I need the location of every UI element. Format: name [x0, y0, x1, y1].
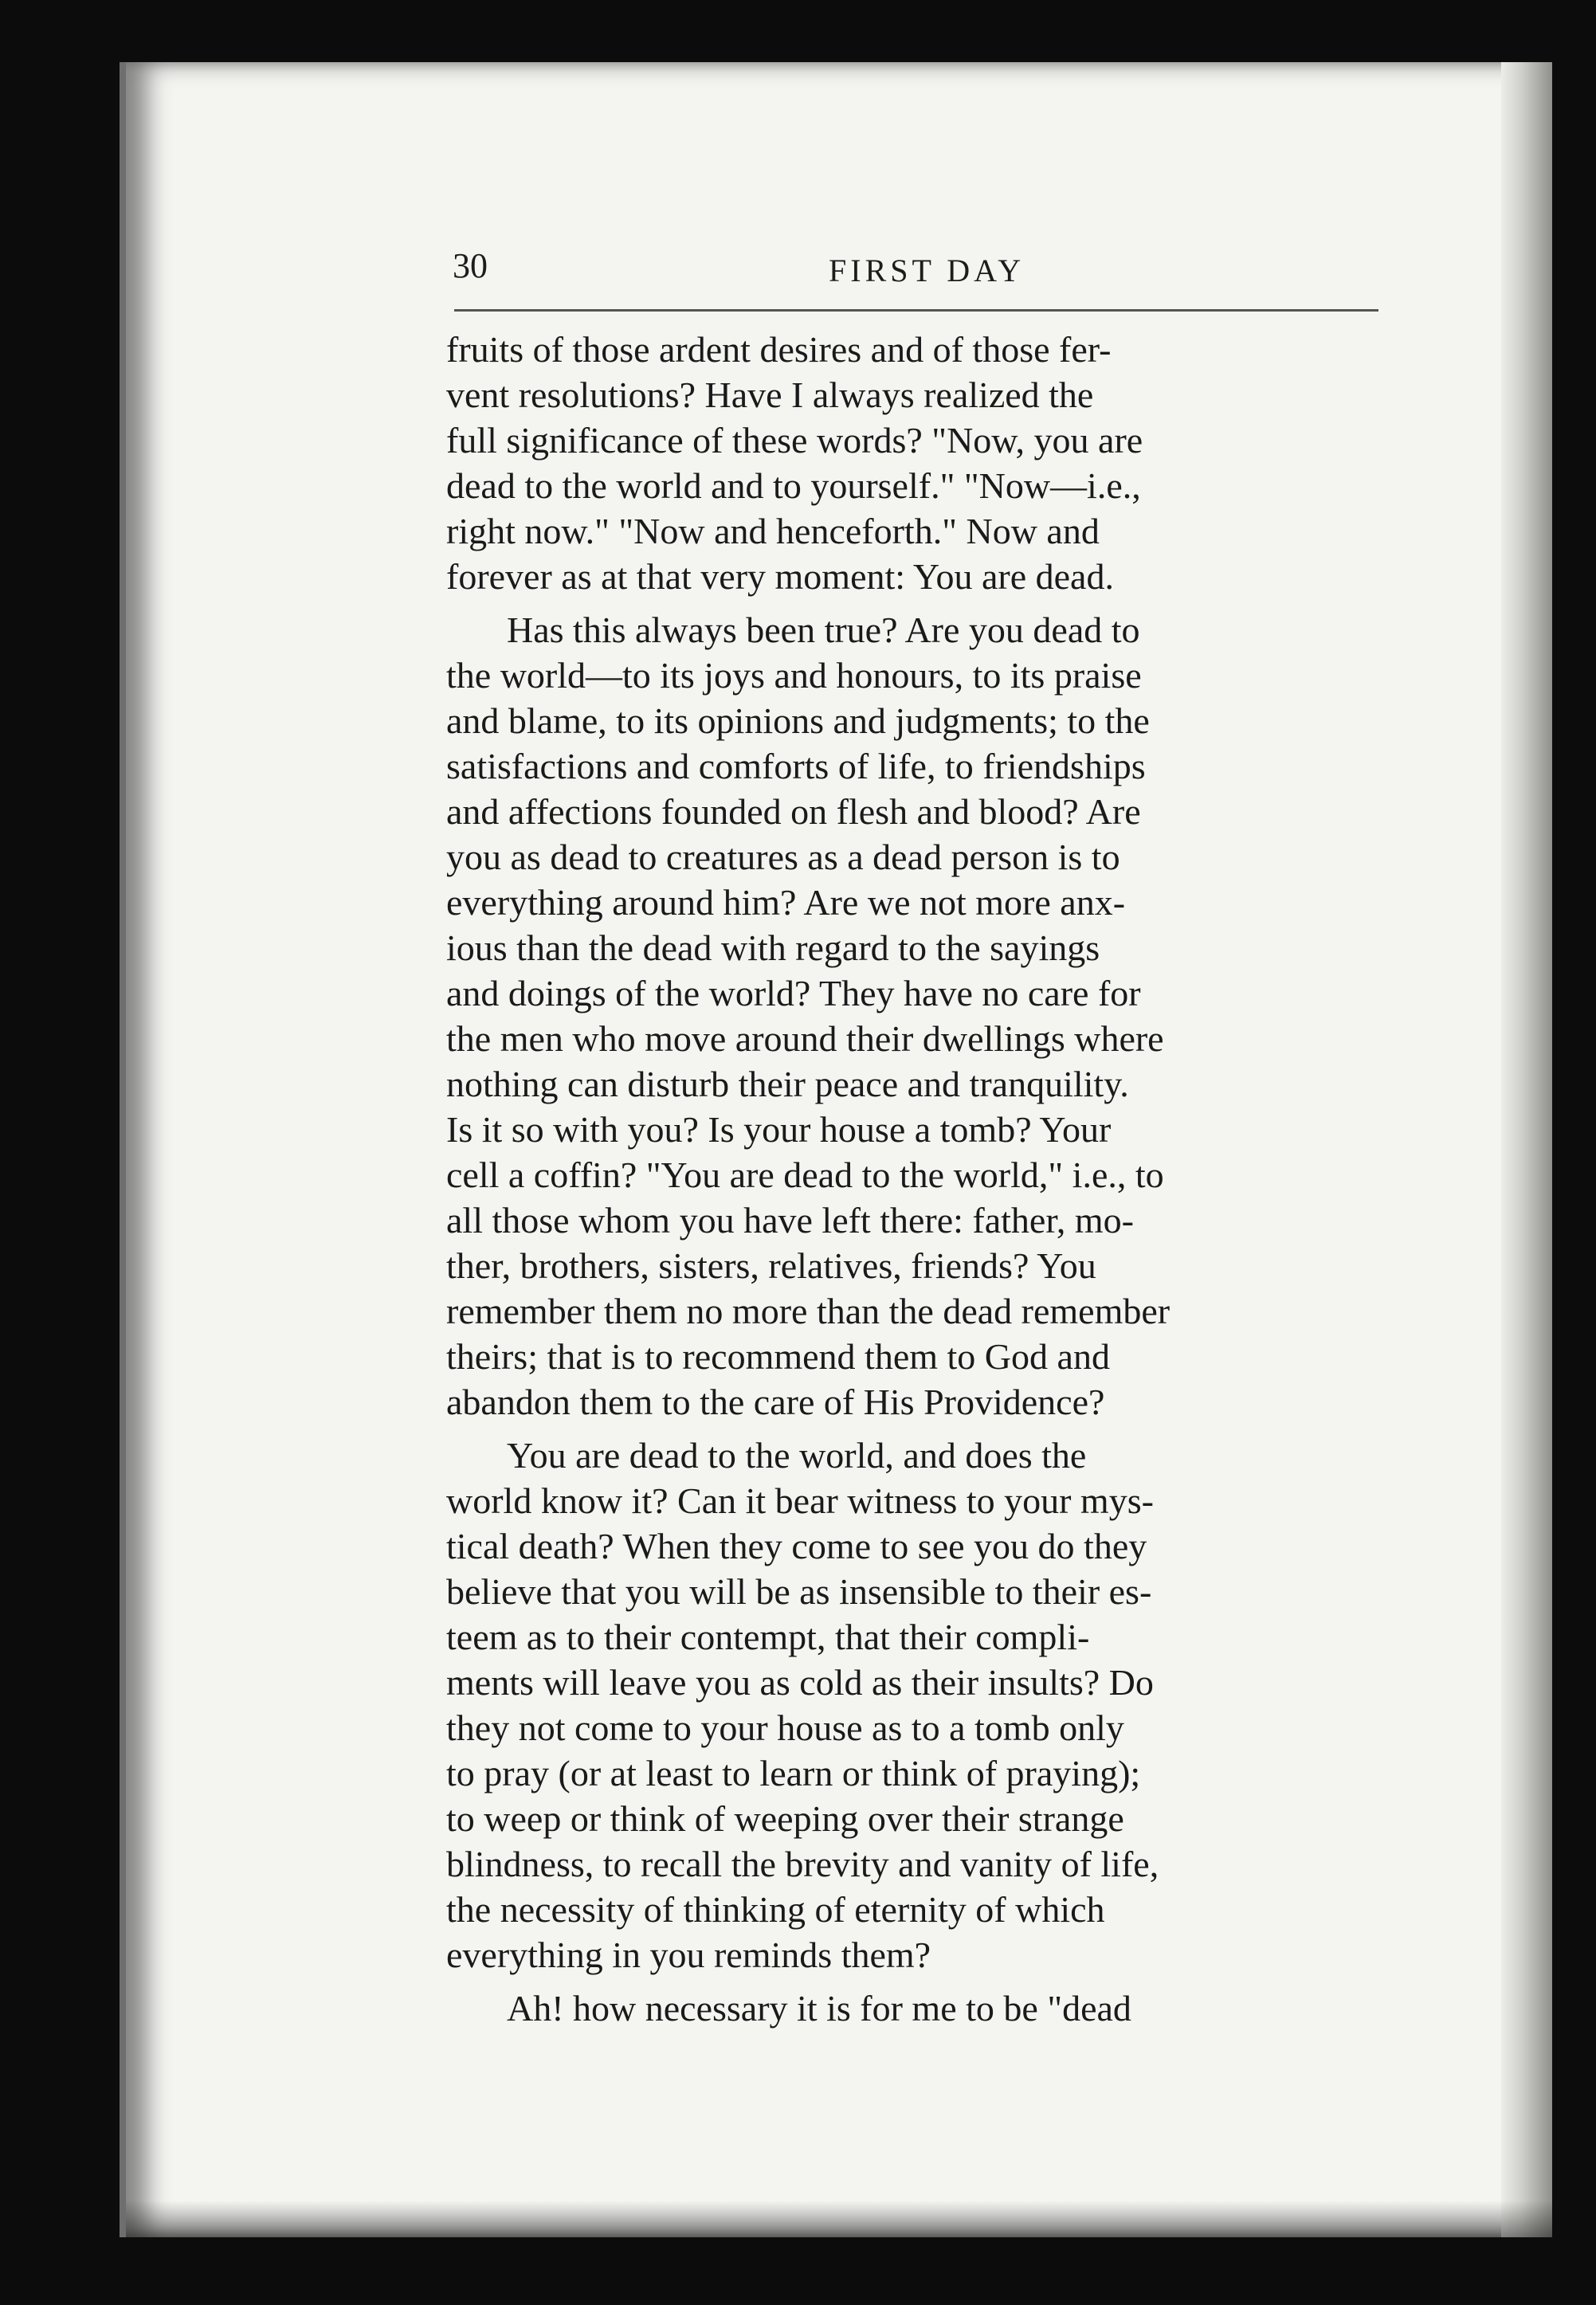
running-head: FIRST DAY	[829, 253, 1025, 288]
page-fold-shadow	[1501, 62, 1552, 2237]
page-bottom-shadow	[126, 2201, 1552, 2237]
paragraph-continued: fruits of those ardent desires and of those fer- vent resolutions? Have I always realized the full significance of these words? "Now, you are dead to the world and to yourself." "Now—i.e., right now." "Now and henceforth." Now and forever as at that very moment: You are dead.	[446, 329, 1143, 597]
paragraph: Ah! how necessary it is for me to be "dead	[507, 1988, 1131, 2029]
page-number: 30	[453, 246, 488, 285]
page-header	[335, 185, 1434, 312]
body-text	[446, 327, 1402, 2039]
paragraph: You are dead to the world, and does the world know it? Can it bear witness to your mys- tical death? When they come to see you do they believe that you will be as insensible to their es- teem as to their contempt, that their compli- ments will leave you as cold as their insults? Do they not come to your house as to a tomb only to pray (or at least to learn or think of praying); to weep or think of weeping over their strange blindness, to recall the brevity and vanity of life, the necessity of thinking of eternity of which everything in you reminds them?	[446, 1435, 1159, 1975]
paragraph: Has this always been true? Are you dead to the world—to its joys and honours, to its praise and blame, to its opinions and judgments; to the satisfactions and comforts of life, to friendships and affections founded on flesh and blood? Are you as dead to creatures as a dead person is to everything around him? Are we not more anx- ious than the dead with regard to the sayings and doings of the world? They have no care for the men who move around their dwellings where nothing can disturb their peace and tranquility. Is it so with you? Is your house a tomb? Your cell a coffin? "You are dead to the world," i.e., to all those whom you have left there: father, mo- ther, brothers, sisters, relatives, friends? You remember them no more than the dead remember theirs; that is to recommend them to God and abandon them to the care of His Providence?	[446, 610, 1171, 1422]
header-rule	[454, 309, 1378, 312]
